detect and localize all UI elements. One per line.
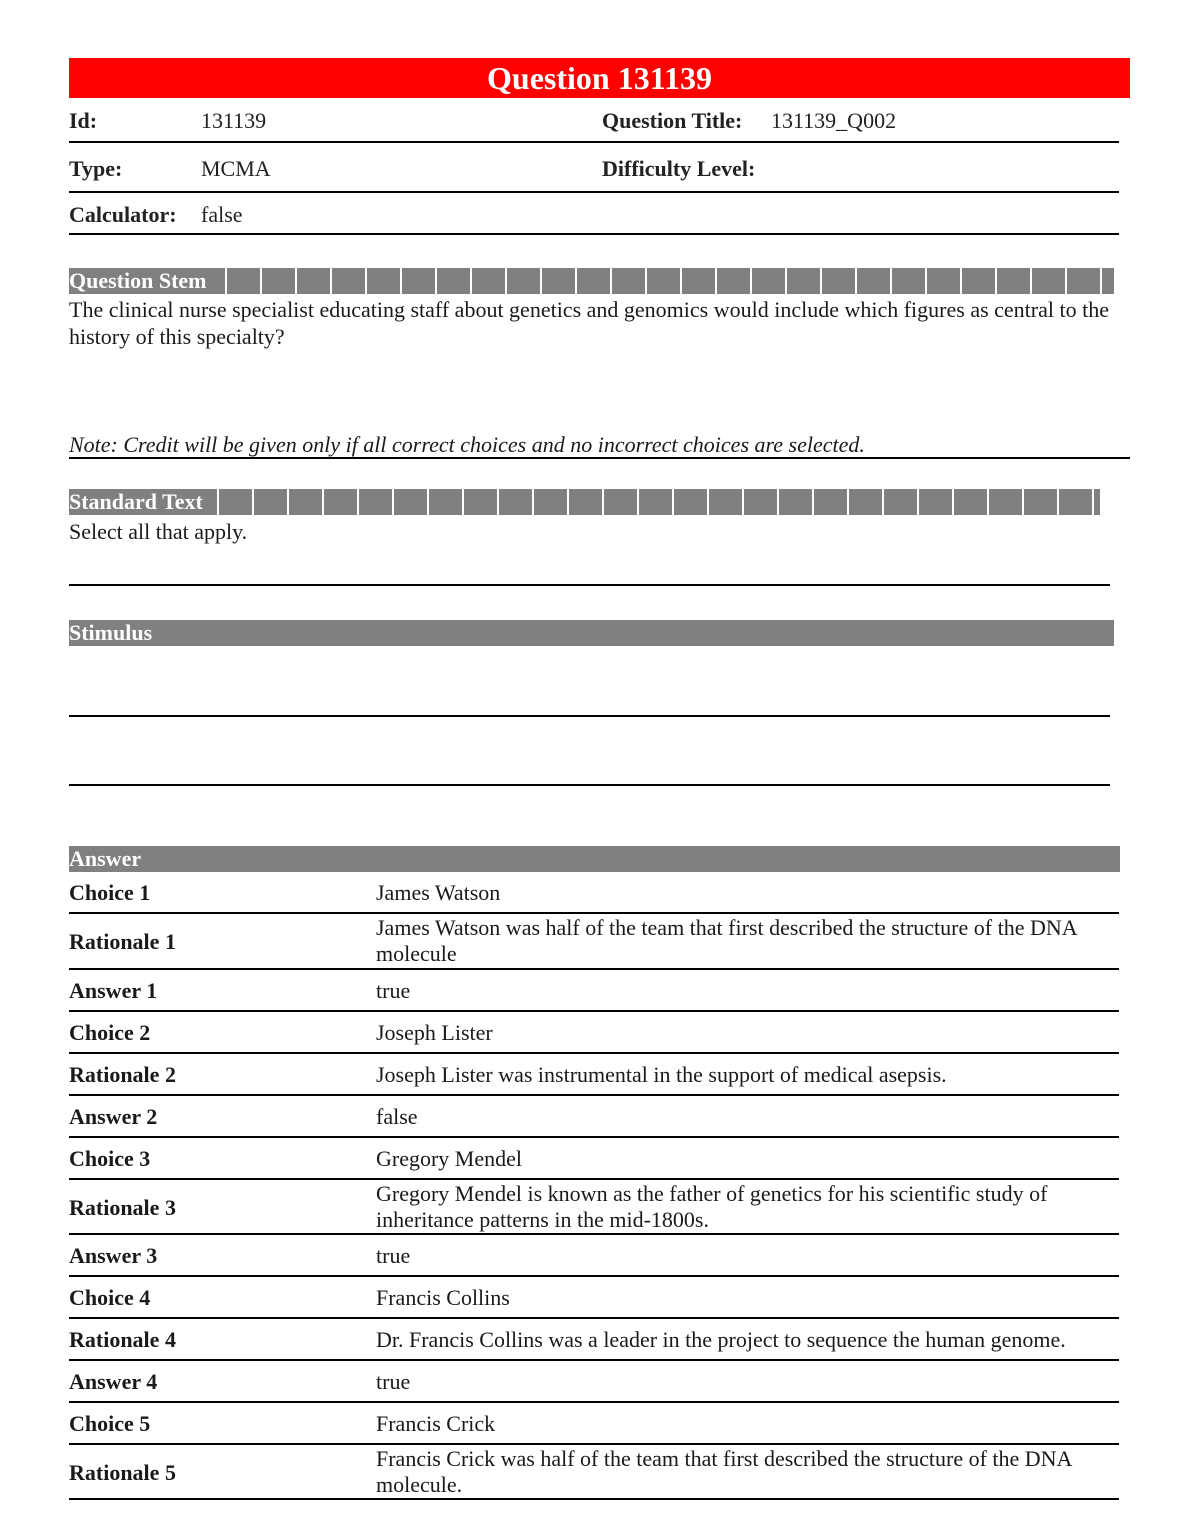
row-label: Choice 5 xyxy=(69,1411,151,1436)
question-stem-header xyxy=(69,268,1114,294)
id-value: 131139 xyxy=(201,108,267,133)
row-value: Gregory Mendel xyxy=(376,1146,523,1171)
row-value: Joseph Lister xyxy=(376,1020,493,1045)
row-value: false xyxy=(376,1104,418,1129)
row-label: Answer 4 xyxy=(69,1369,158,1394)
divider xyxy=(69,141,1119,143)
choice-row xyxy=(69,1012,1119,1054)
choice-row xyxy=(69,872,1119,914)
question-stem-heading: Question Stem xyxy=(69,268,211,294)
row-value: James Watson xyxy=(376,880,501,905)
question-title-value: 131139_Q002 xyxy=(771,108,897,133)
header-grid xyxy=(225,268,1114,294)
row-label: Choice 3 xyxy=(69,1146,151,1171)
rationale-row xyxy=(69,1054,1119,1096)
row-value: true xyxy=(376,1243,411,1268)
row-value: true xyxy=(376,978,411,1003)
row-label: Choice 1 xyxy=(69,880,151,905)
id-label: Id: xyxy=(69,108,98,133)
answer-heading: Answer xyxy=(69,846,145,872)
divider xyxy=(69,457,1130,459)
answer-row xyxy=(69,1096,1119,1138)
question-title-bar: Question 131139 xyxy=(69,58,1130,98)
rationale-row xyxy=(69,1180,1119,1235)
stimulus-header xyxy=(69,620,1114,646)
stimulus-heading: Stimulus xyxy=(69,620,156,646)
standard-text-header xyxy=(69,489,1100,515)
row-value: Francis Crick was half of the team that first described the structure of the DNA molecule. xyxy=(376,1446,1072,1497)
row-value: Gregory Mendel is known as the father of genetics for his scientific study of inheritance patterns in the mid-1800s. xyxy=(376,1181,1048,1232)
standard-text-body: Select all that apply. xyxy=(69,519,248,544)
choice-row xyxy=(69,1138,1119,1180)
row-label: Rationale 2 xyxy=(69,1062,176,1087)
row-value: Dr. Francis Collins was a leader in the project to sequence the human genome. xyxy=(376,1327,1066,1352)
divider xyxy=(69,784,1110,786)
row-label: Answer 1 xyxy=(69,978,158,1003)
row-value: Francis Collins xyxy=(376,1285,510,1310)
rationale-row xyxy=(69,1445,1119,1500)
row-value: Francis Crick xyxy=(376,1411,496,1436)
row-label: Choice 4 xyxy=(69,1285,151,1310)
answer-row xyxy=(69,970,1119,1012)
calculator-label: Calculator: xyxy=(69,202,177,227)
credit-note: Note: Credit will be given only if all correct choices and no incorrect choices are selected. xyxy=(69,432,865,457)
question-title-label: Question Title: xyxy=(602,108,743,133)
row-label: Choice 2 xyxy=(69,1020,151,1045)
row-label: Answer 3 xyxy=(69,1243,158,1268)
row-value: true xyxy=(376,1369,411,1394)
row-value: Joseph Lister was instrumental in the support of medical asepsis. xyxy=(376,1062,947,1087)
divider xyxy=(69,233,1119,235)
answer-row xyxy=(69,1235,1119,1277)
answer-header xyxy=(69,846,1120,872)
row-label: Rationale 4 xyxy=(69,1327,176,1352)
rationale-row xyxy=(69,1319,1119,1361)
divider xyxy=(69,584,1110,586)
row-label: Answer 2 xyxy=(69,1104,158,1129)
choice-row xyxy=(69,1403,1119,1445)
row-value: James Watson was half of the team that first described the structure of the DNA molecule xyxy=(376,915,1077,966)
row-label: Rationale 5 xyxy=(69,1460,176,1485)
question-stem-text: The clinical nurse specialist educating staff about genetics and genomics would include which figures as central to the history of this specialty? xyxy=(69,297,1109,349)
calculator-value: false xyxy=(201,202,243,227)
divider xyxy=(69,715,1110,717)
header-grid xyxy=(217,489,1100,515)
type-label: Type: xyxy=(69,156,123,181)
type-value: MCMA xyxy=(201,156,271,181)
choice-row xyxy=(69,1277,1119,1319)
answer-row xyxy=(69,1361,1119,1403)
standard-text-heading: Standard Text xyxy=(69,489,207,515)
difficulty-label: Difficulty Level: xyxy=(602,156,756,181)
row-label: Rationale 3 xyxy=(69,1195,176,1220)
divider xyxy=(69,191,1119,193)
rationale-row xyxy=(69,914,1119,970)
row-label: Rationale 1 xyxy=(69,929,176,954)
